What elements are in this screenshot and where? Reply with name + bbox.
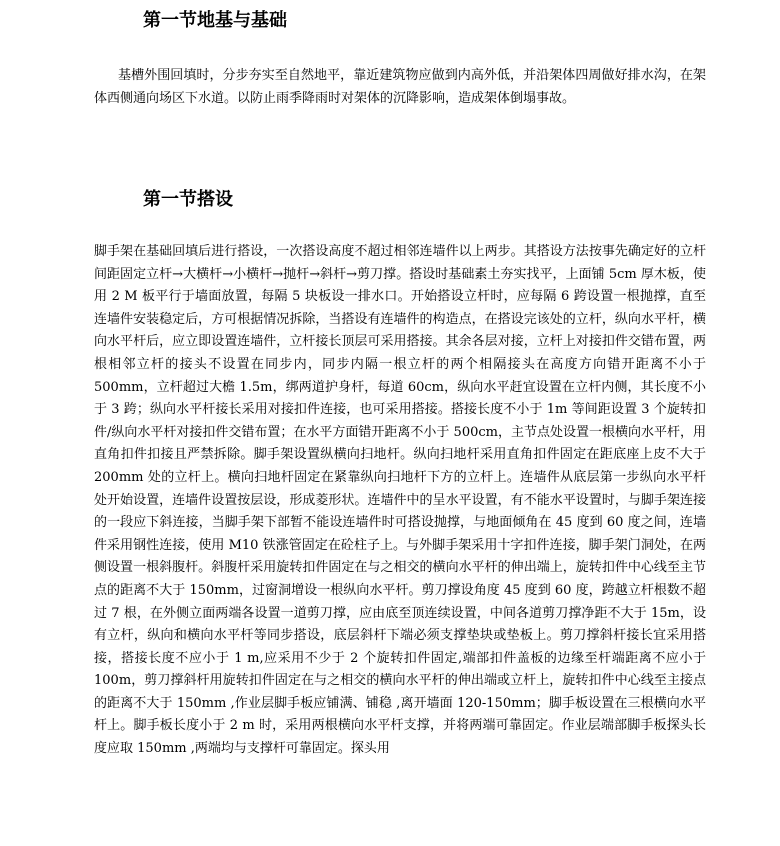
foundation-paragraph: 基槽外围回填时，分步夯实至自然地平，靠近建筑物应做到内高外低，并沿架体四周做好排水沟，在架体西侧通向场区下水道。以防止雨季降雨时对架体的沉降影响，造成架体倒塌事故。 xyxy=(94,68,706,106)
section-heading-foundation: 第一节地基与基础 xyxy=(143,10,287,31)
erection-paragraph: 脚手架在基础回填后进行搭设，一次搭设高度不超过相邻连墙件以上两步。其搭设方法按事先确定好的立杆间距固定立杆→大横杆→小横杆→抛杆→斜杆→剪刀撑。搭设时基础素土夯实找平，上面铺 5cm 厚木板，使用 2 M 板平行于墙面放置，每隔 5 块板设一排水口。开始搭设立杆时，应每隔 6 跨设置一根抛撑，直至连墙件安装稳定后，方可根据情况拆除，当搭设有连墙件的构造点，在搭设完该处的立杆，纵向水平杆，横向水平杆后，应立即设置连墙件，立杆接长顶层可采用搭接。其余各层对接，立杆上对接扣件交错布置，两根相邻立杆的接头不设置在同步内，同步内隔一根立杆的两个相隔接头在高度方向错开距离不小于 500mm，立杆超过大檐 1.5m，绑两道护身杆，每道 60cm，纵向水平赶宜设置在立杆内侧，其长度不小于 3 跨；纵向水平杆接长采用对接扣件连接，也可采用搭接。搭接长度不小于 1m 等间距设置 3 个旋转扣件/纵向水平杆对接扣件交错布置；在水平方面错开距离不小于 500cm，主节点处设置一根横向水平杆，用直角扣件扣接且严禁拆除。脚手架设置纵横向扫地杆。纵向扫地杆采用直角扣件固定在距底座上皮不大于 200mm 处的立杆上。横向扫地杆固定在紧靠纵向扫地杆下方的立杆上。连墙件从底层第一步纵向水平杆处开始设置，连墙件设置按层设，形成菱形状。连墙件中的呈水平设置，有不能水平设置时，与脚手架连接的一段应下斜连接，当脚手架下部暂不能设连墙件时可搭设抛撑，与地面倾角在 45 度到 60 度之间，连墙件采用钢性连接，使用 M10 铁涨管固定在砼柱子上。与外脚手架采用十字扣件连接，脚手架门洞处，在两侧设置一根斜腹杆。斜腹杆采用旋转扣件固定在与之相交的横向水平杆的伸出端上，旋转扣件中心线至主节点的距离不大于 150mm，过窗洞增设一根纵向水平杆。剪刀撑设角度 45 度到 60 度，跨越立杆根数不超过 7 根，在外侧立面两端各设置一道剪刀撑，应由底至顶连续设置，中间各道剪刀撑净距不大于 15m，设有立杆，纵向和横向水平杆等同步搭设，底层斜杆下端必须支撑垫块或垫板上。剪刀撑斜杆接长宜采用搭接，搭接长度不应小于 1 m,应采用不少于 2 个旋转扣件固定,端部扣件盖板的边缘至杆端距离不应小于 100m，剪刀撑斜杆用旋转扣件固定在与之相交的横向水平杆的伸出端或立杆上，旋转扣件中心线至主接点的距离不大于 150mm ,作业层脚手板应铺满、铺稳 ,离开墙面 120-150mm；脚手板设置在三根横向水平杆上。脚手板长度小于 2 m 时，采用两根横向水平杆支撑，并将两端可靠固定。作业层端部脚手板探头长度应取 150mm ,两端均与支撑杆可靠固定。探头用 xyxy=(94,244,706,757)
section-heading-erection: 第一节搭设 xyxy=(143,189,233,210)
